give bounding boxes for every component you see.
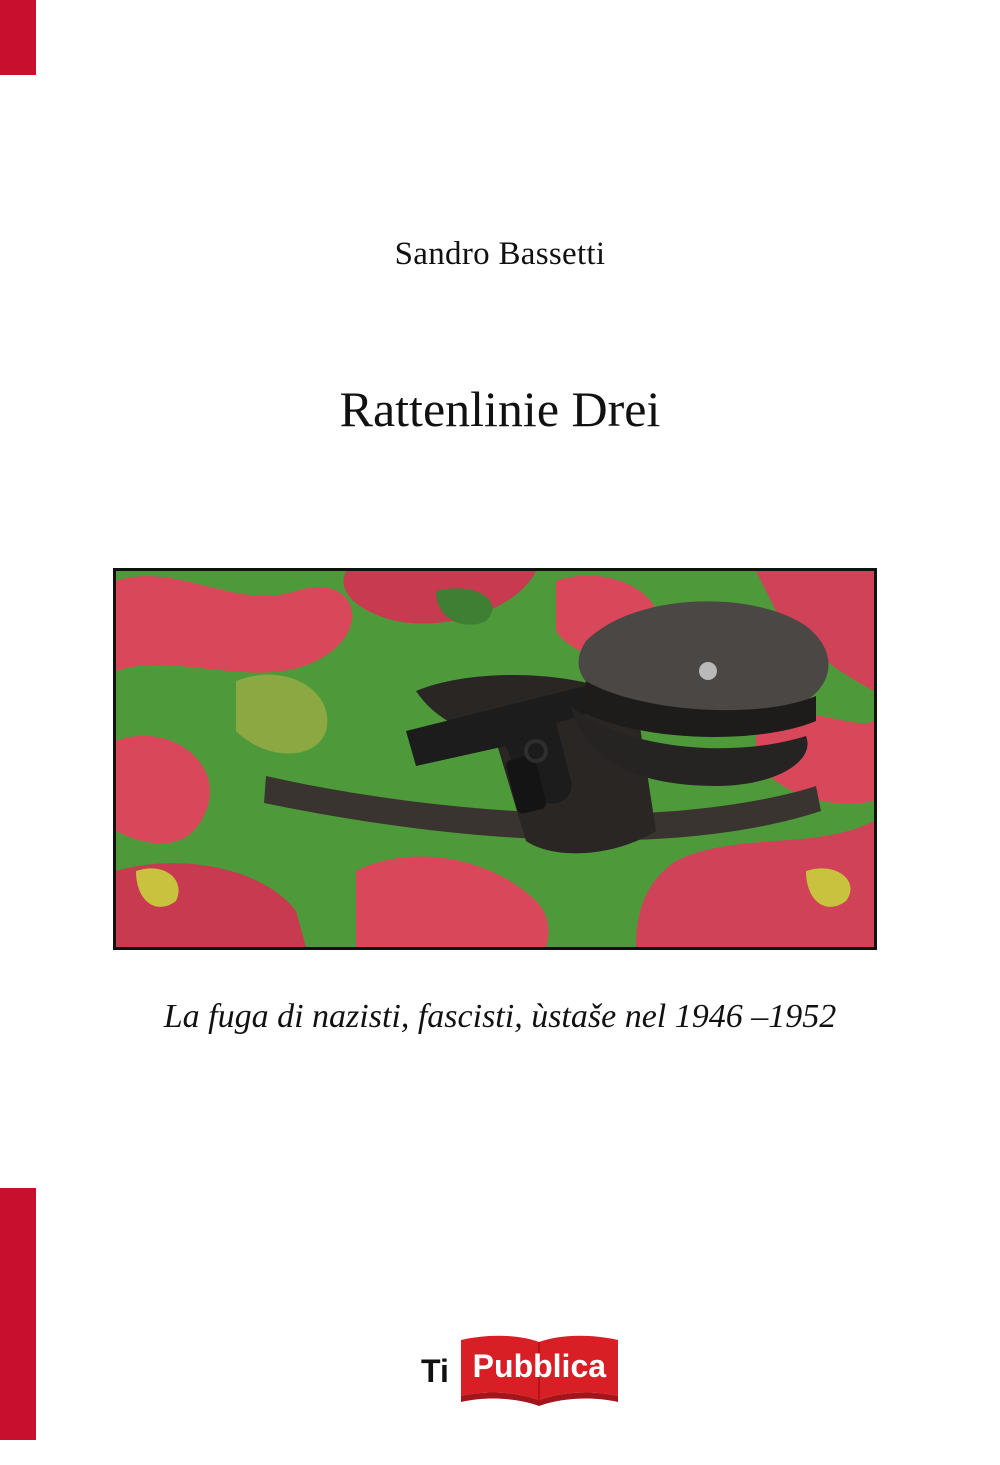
accent-bar-bottom (0, 1188, 36, 1440)
publisher-name: Pubblica (472, 1348, 607, 1384)
cover-photo (113, 568, 877, 950)
author-name: Sandro Bassetti (394, 236, 606, 272)
book-title: Rattenlinie Drei (339, 381, 661, 437)
book-icon (457, 1334, 622, 1408)
publisher-prefix: Ti (421, 1352, 449, 1389)
publisher-logo (421, 1334, 622, 1408)
accent-bar-top (0, 0, 36, 75)
book-subtitle: La fuga di nazisti, fascisti, ùstaše nel 1946 –1952 (163, 998, 837, 1035)
